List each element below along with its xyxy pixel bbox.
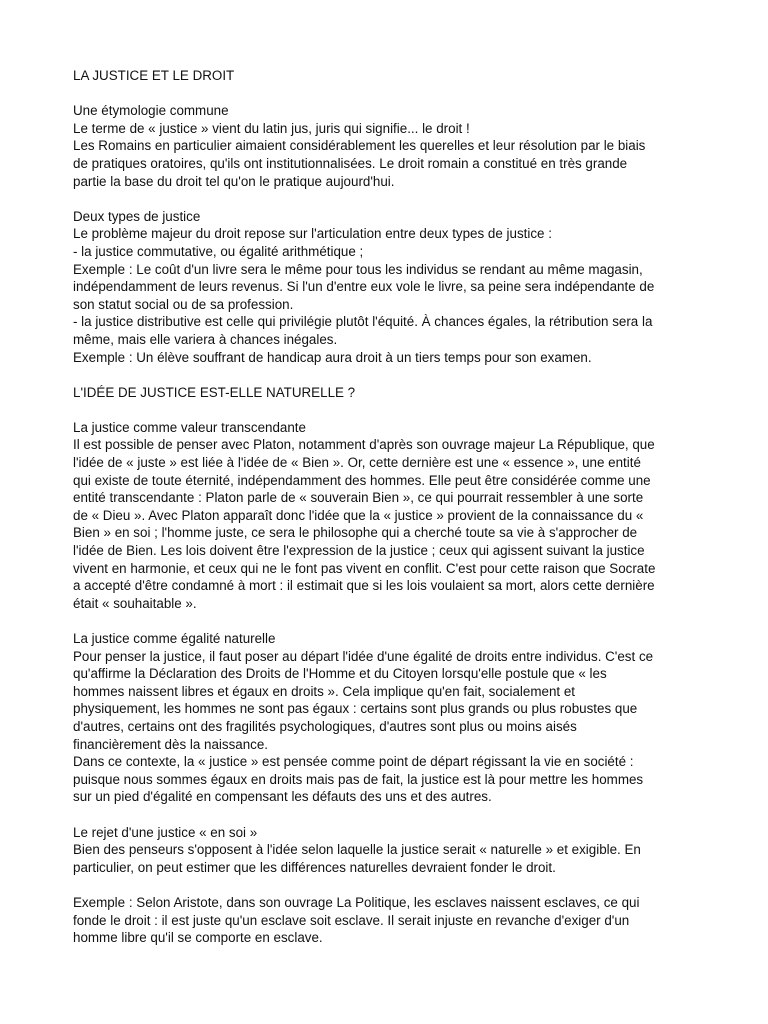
- paragraph-line: fonde le droit : il est juste qu'un esclave soit esclave. Il serait injuste en revanche d'exiger d'un: [73, 912, 630, 928]
- paragraph-line: était « souhaitable ».: [73, 595, 197, 611]
- paragraph-line: puisque nous sommes égaux en droits mais pas de fait, la justice est là pour mettre les hommes: [73, 771, 644, 787]
- spacer: [73, 401, 708, 419]
- paragraph-line: sur un pied d'égalité en compensant les défauts des uns et des autres.: [73, 789, 492, 805]
- paragraph-line: Les Romains en particulier aimaient considérablement les querelles et leur résolution par le biais: [73, 138, 646, 154]
- spacer: [73, 190, 708, 208]
- paragraph-line: Bien des penseurs s'opposent à l'idée selon laquelle la justice serait « naturelle » et exigible. En: [73, 842, 641, 858]
- paragraph-line: hommes naissent libres et égaux en droits ». Cela implique qu'en fait, socialement et: [73, 683, 575, 699]
- paragraph-line: Le terme de « justice » vient du latin jus, juris qui signifie... le droit !: [73, 120, 470, 136]
- paragraph-line: même, mais elle variera à chances inégales.: [73, 331, 338, 347]
- section-heading: Une étymologie commune: [73, 103, 229, 119]
- paragraph-line: Bien » en soi ; l'homme juste, ce sera le philosophe qui a cherché toute sa vie à s'approcher de: [73, 525, 638, 541]
- paragraph-line: particulier, on peut estimer que les différences naturelles devraient fonder le droit.: [73, 859, 556, 875]
- part-heading: L'IDÉE DE JUSTICE EST-ELLE NATURELLE ?: [73, 384, 356, 400]
- paragraph-line: d'autres, certains ont des fragilités psychologiques, d'autres sont plus ou moins aisés: [73, 718, 577, 734]
- paragraph-line: de pratiques oratoires, qu'ils ont institutionnalisées. Le droit romain a constitué en très grande: [73, 155, 628, 171]
- spacer: [73, 366, 708, 384]
- spacer: [73, 806, 708, 824]
- paragraph-line: vivent en harmonie, et ceux qui ne le font pas vivent en conflit. C'est pour cette raison que Socrate: [73, 560, 656, 576]
- paragraph-line: financièrement dès la naissance.: [73, 736, 269, 752]
- paragraph-line: Exemple : Le coût d'un livre sera le même pour tous les individus se rendant au même magasin,: [73, 261, 643, 277]
- paragraph-line: Dans ce contexte, la « justice » est pensée comme point de départ régissant la vie en société :: [73, 754, 634, 770]
- paragraph-line: son statut social ou de sa profession.: [73, 296, 294, 312]
- paragraph-line: Il est possible de penser avec Platon, notamment d'après son ouvrage majeur La République, que: [73, 437, 655, 453]
- paragraph-line: partie la base du droit tel qu'on le pratique aujourd'hui.: [73, 173, 395, 189]
- paragraph-line: qui existe de toute éternité, indépendamment des hommes. Elle peut être considérée comme une: [73, 472, 651, 488]
- paragraph-line: a accepté d'être condamné à mort : il estimait que si les lois voulaient sa mort, alors cette dernière: [73, 578, 655, 594]
- paragraph-line: Exemple : Un élève souffrant de handicap aura droit à un tiers temps pour son examen.: [73, 349, 592, 365]
- paragraph-line: de « Dieu ». Avec Platon apparaît donc l'idée que la « justice » provient de la connaissance du «: [73, 507, 644, 523]
- paragraph-line: Exemple : Selon Aristote, dans son ouvrage La Politique, les esclaves naissent esclaves, ce qui: [73, 894, 640, 910]
- paragraph-line: Pour penser la justice, il faut poser au départ l'idée d'une égalité de droits entre individus. C'est ce: [73, 648, 654, 664]
- paragraph-line: qu'affirme la Déclaration des Droits de l'Homme et du Citoyen lorsqu'elle postule que « les: [73, 666, 607, 682]
- paragraph-line: Le problème majeur du droit repose sur l'articulation entre deux types de justice :: [73, 226, 552, 242]
- section-heading: Le rejet d'une justice « en soi »: [73, 824, 258, 840]
- paragraph-line: l'idée de Bien. Les lois doivent être l'expression de la justice ; ceux qui agissent suivant la justice: [73, 543, 645, 559]
- spacer: [73, 876, 708, 894]
- document-title: LA JUSTICE ET LE DROIT: [73, 68, 235, 83]
- paragraph-line: indépendamment de leurs revenus. Si l'un d'entre eux vole le livre, sa peine sera indépendante de: [73, 279, 655, 295]
- section-heading: La justice comme valeur transcendante: [73, 419, 306, 435]
- paragraph-line: - la justice commutative, ou égalité arithmétique ;: [73, 243, 364, 259]
- paragraph-line: homme libre qu'il se comporte en esclave.: [73, 930, 323, 946]
- paragraph-line: - la justice distributive est celle qui privilégie plutôt l'équité. À chances égales, la rétribution sera la: [73, 314, 653, 330]
- section-heading: La justice comme égalité naturelle: [73, 631, 276, 646]
- paragraph-line: physiquement, les hommes ne sont pas égaux : certains sont plus grands ou plus robustes que: [73, 701, 638, 717]
- spacer: [73, 612, 708, 630]
- paragraph-line: entité transcendante : Platon parle de « souverain Bien », ce qui pourrait ressembler à une sorte: [73, 490, 644, 506]
- section-heading: Deux types de justice: [73, 208, 201, 224]
- spacer: [73, 85, 708, 103]
- paragraph-line: l'idée de « juste » est liée à l'idée de « Bien ». Or, cette dernière est une « essence », une entité: [73, 455, 641, 471]
